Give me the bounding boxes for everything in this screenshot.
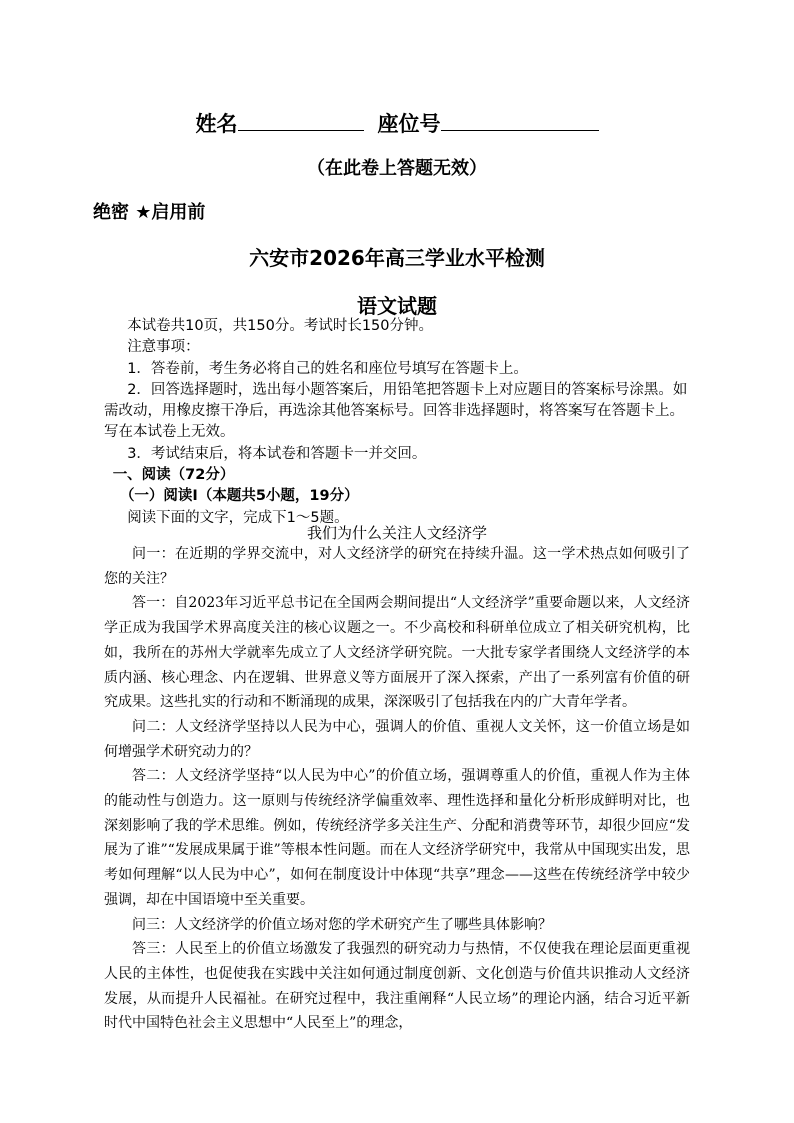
seat-blank — [441, 110, 599, 131]
name-label: 姓名 — [195, 112, 238, 136]
invalid-note: （在此卷上答题无效） — [307, 158, 487, 179]
section-heading: 一、阅读（72分） — [112, 467, 235, 484]
reading-prompt: 阅读下面的文字，完成下1～5题。 — [127, 509, 349, 526]
article-title: 我们为什么关注人文经济学 — [306, 524, 487, 542]
secret-mark: 绝密 ★启用前 — [93, 202, 206, 223]
notice-label: 注意事项： — [127, 339, 200, 356]
instruction-item-3: 3．考试结束后，将本试卷和答题卡一并交回。 — [127, 445, 427, 462]
question-2: 问二：人文经济学坚持以人民为中心，强调人的价值、重视人文关怀，这一价值立场是如何增强学术研究动力的？ — [104, 718, 690, 760]
subject-title: 语文试题 — [357, 294, 437, 318]
instruction-item-1: 1．答卷前，考生务必将自己的姓名和座位号填写在答题卡上。 — [127, 360, 528, 377]
name-blank — [238, 110, 364, 131]
exam-title: 六安市2026年高三学业水平检测 — [249, 246, 545, 270]
seat-label: 座位号 — [377, 112, 441, 136]
question-1: 问一：在近期的学界交流中，对人文经济学的研究在持续升温。这一学术热点如何吸引了您的关注？ — [104, 546, 690, 587]
instructions-intro: 本试卷共10页，共150分。考试时长150分钟。 — [127, 318, 433, 334]
name-seat-row — [0, 108, 794, 138]
instruction-item-2: 2．回答选择题时，选出每小题答案后，用铅笔把答题卡上对应题目的答案标号涂黑。如需改动，用橡皮擦干净后，再选涂其他答案标号。回答非选择题时，将答案写在答题卡上。写在本试卷上无效。 — [104, 381, 688, 441]
question-3: 问三：人文经济学的价值立场对您的学术研究产生了哪些具体影响？ — [132, 916, 552, 933]
answer-1: 答一：自2023年习近平总书记在全国两会期间提出“人文经济学”重要命题以来，人文经济学正成为我国学术界高度关注的核心议题之一。不少高校和科研单位成立了相关研究机构，比如，我所在的苏州大学就率先成立了人文经济学研究院。一大批专家学者围绕人文经济学的本质内涵、核心理念、内在逻辑、世界意义等方面展开了深入探索，产出了一系列富有价值的研究成果。这些扎实的行动和不断涌现的成果，深深吸引了包括我在内的广大青年学者。 — [104, 595, 690, 711]
section-subheading: （一）阅读Ⅰ（本题共5小题，19分） — [119, 488, 359, 505]
article-body — [104, 542, 690, 1036]
answer-3: 答三：人民至上的价值立场激发了我强烈的研究动力与热情，不仅使我在理论层面更重视人民的主体性，也促使我在实践中关注如何通过制度创新、文化创造与价值共识推动人文经济发展，从而提升人民福祉。在研究过程中，我注重阐释“人民立场”的理论内涵，结合习近平新时代中国特色社会主义思想中“人民至上”的理念， — [104, 941, 690, 1032]
instructions-block — [104, 316, 690, 529]
answer-2: 答二：人文经济学坚持“以人民为中心”的价值立场，强调尊重人的价值，重视人作为主体的能动性与创造力。这一原则与传统经济学偏重效率、理性选择和量化分析形成鲜明对比，也深刻影响了我的学术思维。例如，传统经济学多关注生产、分配和消费等环节，却很少回应“发展为了谁”“发展成果属于谁”等根本性问题。而在人文经济学研究中，我常从中国现实出发，思考如何理解“以人民为中心”，如何在制度设计中体现“共享”理念——这些在传统经济学中较少强调，却在中国语境中至关重要。 — [104, 768, 690, 908]
